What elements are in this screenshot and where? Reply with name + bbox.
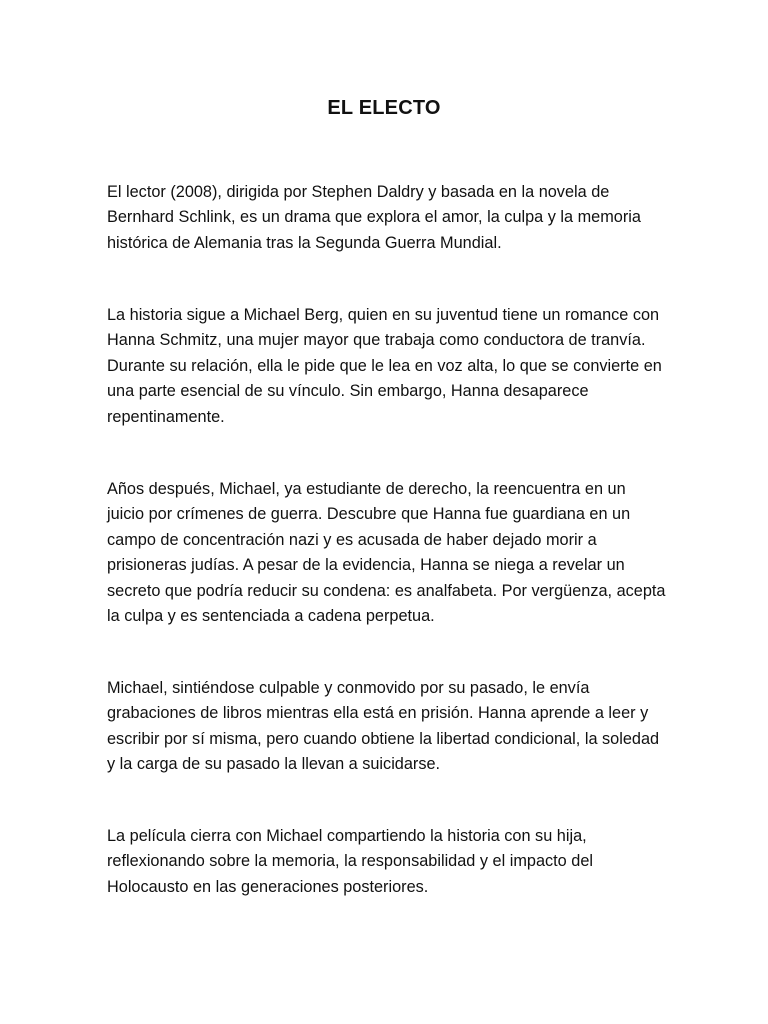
paragraph-4: Michael, sintiéndose culpable y conmovido por su pasado, le envía grabaciones de libros mientras ella está en prisión. Hanna aprende a leer y escribir por sí misma, pero cuando obtiene la libertad condicional, la soledad y la carga de su pasado la llevan a suicidarse. <box>107 679 660 774</box>
paragraph-2: La historia sigue a Michael Berg, quien en su juventud tiene un romance con Hanna Schmitz, una mujer mayor que trabaja como conductora de tranvía. Durante su relación, ella le pide que le lea en voz alta, lo que se convierte en una parte esencial de su vínculo. Sin embargo, Hanna desaparece repentinamente. <box>107 306 662 426</box>
paragraph-1: El lector (2008), dirigida por Stephen Daldry y basada en la novela de Bernhard Schlink, es un drama que explora el amor, la culpa y la memoria histórica de Alemania tras la Segunda Guerra Mundial. <box>107 183 641 252</box>
paragraph-3: Años después, Michael, ya estudiante de derecho, la reencuentra en un juicio por crímenes de guerra. Descubre que Hanna fue guardiana en un campo de concentración nazi y es acusada de haber dejado morir a prisioneras judías. A pesar de la evidencia, Hanna se niega a revelar un secreto que podría reducir su condena: es analfabeta. Por vergüenza, acepta la culpa y es sentenciada a cadena perpetua. <box>107 480 666 626</box>
document-title: EL ELECTO <box>327 97 441 119</box>
paragraph-5: La película cierra con Michael compartiendo la historia con su hija, reflexionando sobre la memoria, la responsabilidad y el impacto del Holocausto en las generaciones posteriores. <box>107 827 593 896</box>
